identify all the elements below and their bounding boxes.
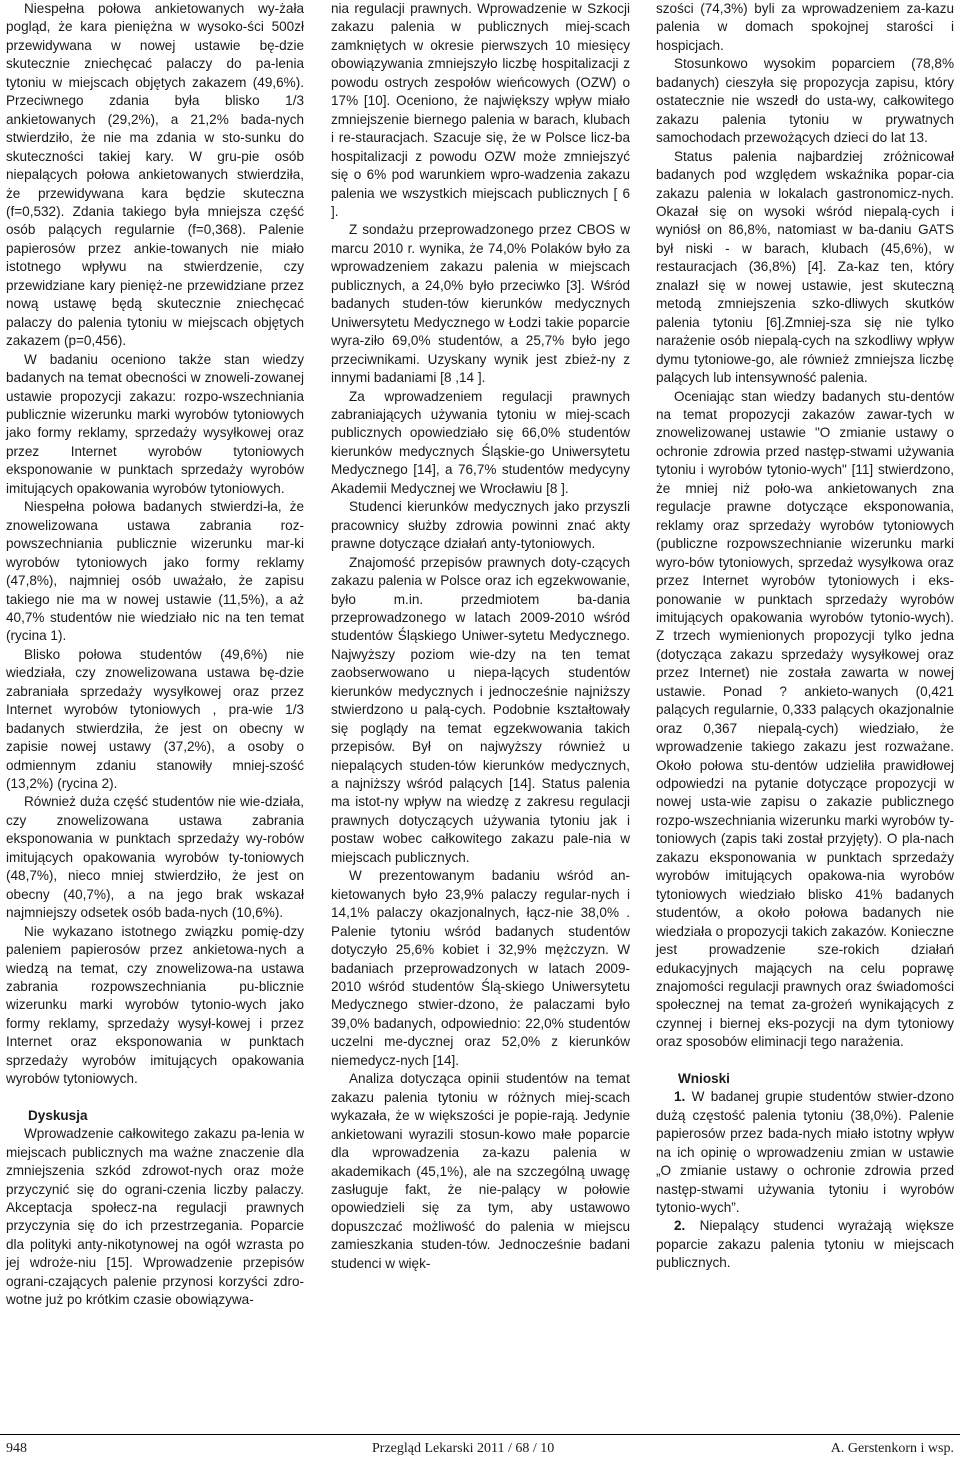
column-2 <box>331 0 630 1273</box>
paragraph: szości (74,3%) byli za wprowadzeniem za-kazu palenia w domach spokojnej starości i hospicjach. <box>656 1 954 53</box>
paragraph: Nie wykazano istotnego związku pomię-dzy paleniem papierosów przez ankietowa-nych a wiedzą na temat, czy znowelizowa-na ustawa zabrania rozpowszechniania pu-blicznie wizerunku marki wyrobów tytonio-wych jako formy reklamy, sprzedaży wysył-kowej i przez Internet oraz eksponowania w punktach sprzedaży wyrobów imitujących opakowania wyrobów tytoniowych. <box>6 923 304 1087</box>
journal-citation: Przegląd Lekarski 2011 / 68 / 10 <box>372 1441 555 1456</box>
paragraph: Niespełna połowa ankietowanych wy-żała pogląd, że kara pieniężna w wysoko-ści 500zł przewidywana w nowej ustawie bę-dzie skutecznie zniechęcać palaczy do pa-lenia tytoniu w miejscach objętych zakazem (49,6%). Przeciwnego zdania była blisko 1/3 ankietowanych (29,2%), a 21,2% bada-nych stwierdziło, że nie ma zdania w sto-sunku do skuteczności takiej kary. W gru-pie osób niepalących połowa ankietowanych stwierdziła, że przewidywana kara będzie skuteczna (f=0,532). Zdania takiego była mniejsza część osób palących regularnie (f=0,368). Palenie papierosów przez ankie-towanych nie miało istotnego wpływu na stwierdzenie, czy przewidziane kary pienięż-ne przewidziane przez nową ustawę będą skutecznie zniechęcać palaczy do palenia tytoniu w miejscach objętych zakazem (p=0,456). <box>6 1 304 349</box>
column-3 <box>656 0 954 1273</box>
paragraph: Stosunkowo wysokim poparciem (78,8% badanych) cieszyła się propozycja zapisu, który ostatecznie nie wszedł do usta-wy, całkowitego zakazu palenia tytoniu w prywatnych samochodach przewożących dzieci do lat 13. <box>656 56 954 146</box>
paragraph: Znajomość przepisów prawnych doty-czących zakazu palenia w Polsce oraz ich egzekwowanie, było m.in. przedmiotem ba-dania przeprowadzonego w latach 2009-2010 wśród studentów Śląskiego Uniwer-sytetu Medycznego. Najwyższy poziom wie-dzy na ten temat zaobserwowano u niepa-lących studentów kierunków medycznych i jednocześnie najniższy stwierdzono u palą-cych. Podobnie kształtowały się poglądy na temat egzekwowania takich przepisów. Był on najwyższy również u niepalących studen-tów kierunków medycznych, a najniższy wśród palących [14]. Status palenia ma istot-ny wpływ na wiedzę z zakresu regulacji prawnych dotyczących używania tytoniu jak i postaw wobec całkowitego zakazu pale-nia w miejscach publicznych. <box>331 554 630 865</box>
paragraph: W badaniu oceniono także stan wiedzy badanych na temat obecności w znoweli-zowanej ustawie propozycji zakazu: rozpo-wszechniania publicznie wizerunku marki wyrobów tytoniowych jako formy reklamy, sprzedaży wysyłkowej oraz przez Internet wyrobów tytoniowych eksponowanie w punktach sprzedaży wyrobów imitujących opakowania wyrobów tytoniowych. <box>6 351 304 496</box>
column-1 <box>6 0 304 1310</box>
conclusion-number: 1. <box>674 1089 686 1105</box>
running-author: A. Gerstenkorn i wsp. <box>830 1441 954 1456</box>
page-number: 948 <box>6 1441 27 1456</box>
paragraph: W prezentowanym badaniu wśród an-kietowanych było 23,9% palaczy regular-nych i 14,1% palaczy okazjonalnych, łącz-nie 38,0% . Palenie tytoniu wśród badanych studentów dotyczyło 25,6% kobiet i 32,9% mężczyzn. W badaniach przeprowadzonych w latach 2009-2010 wśród studentów Ślą-skiego Uniwersytetu Medycznego stwier-dzono, że palaczami było 39,0% badanych, odpowiednio: 22,0% studentów uczelni me-dycznej oraz 52,0% z kierunków niemedycz-nych [14]. <box>331 868 630 1068</box>
conclusion-text: W badanej grupie studentów stwier-dzono dużą częstość palenia tytoniu (38,0%). Palenie papierosów przez bada-nych miało istotny wpływ na ich opinię o wprowadzeniu zmian w ustawie „O zmianie ustawy o ochronie zdrowia przed następ-stwami używania tytoniu i wyrobów tytonio-wych”. <box>656 1089 954 1215</box>
paragraph: Również duża część studentów nie wie-działa, czy znowelizowana ustawa zabrania eksponowania w punktach sprzedaży wy-robów imitujących opakowania wyrobów ty-toniowych (48,7%), nieco mniej stwierdziło, że jest on obecny (40,7%), a na jego brak wskazał najmniejszy odsetek osób bada-nych (10,6%). <box>6 794 304 921</box>
paragraph: Status palenia najbardziej zróżnicował badanych pod względem wskaźnika popar-cia zakazu palenia w lokalach gastronomicz-nych. Okazał się on wysoki wśród niepalą-cych i wyniósł on 86,8%, natomiast w ba-daniu GATS był niski - w barach, klubach (45,6%), w restauracjach (36,8%) [4]. Za-kaz ten, który znalazł się w nowej ustawie, jest skuteczną metodą zmniejszenia szko-dliwych skutków palenia tytoniu [6].Zmniej-sza się nie tylko narażenie osób niepalą-cych na szkodliwy wpływ dymu tytoniowe-go, ale również zmniejsza liczbę palących lub intensywność palenia. <box>656 148 954 386</box>
paragraph: Blisko połowa studentów (49,6%) nie wiedziała, czy znowelizowana ustawa bę-dzie zabraniała sprzedaży wysyłkowej oraz przez Internet wyrobów tytoniowych , pra-wie 1/3 badanych stwierdziła, że jest on obecny w zapisie nowej ustawy (37,2%), a osoby o odmiennym zdaniu stanowiły mniej-szość (13,2%) (rycina 2). <box>6 646 304 792</box>
section-heading-dyskusja: Dyskusja <box>28 1107 88 1123</box>
paragraph: nia regulacji prawnych. Wprowadzenie w Szkocji zakazu palenia w publicznych miej-scach zamkniętych w okresie pierwszych 10 miesięcy obowiązywania zmniejszyło liczbę hospitalizacji z powodu ostrych zespołów wieńcowych (OZW) o 17% [10]. Oceniono, że największy wpływ miało zmniejszenie biernego palenia w barach, klubach i re-stauracjach. Szacuje się, że w Polsce licz-ba hospitalizacji z powodu OZW może zmniejszyć się o 6% pod warunkiem wpro-wadzenia zakazu palenia we wszystkich miejscach publicznych [ 6 ]. <box>331 1 630 219</box>
paragraph: Studenci kierunków medycznych jako przyszli pracownicy służby zdrowia powinni znać akty prawne dotyczące działań anty-tytoniowych. <box>331 499 630 552</box>
paragraph: Wprowadzenie całkowitego zakazu pa-lenia w miejscach publicznych ma ważne znaczenie dla zmniejszenia szkód zdrowot-nych oraz może przyczynić się do ograni-czenia liczby palaczy. Akceptacja społecz-na regulacji prawnych przyczynia się do ich przestrzegania. Poparcie dla polityki anty-nikotynowej na ogół wzrasta po jej wdroże-niu [15]. Wprowadzenie przepisów ograni-czających palenie przynosi korzyści zdro-wotne już po krótkim czasie obowiązywa- <box>6 1126 304 1308</box>
conclusion-item <box>656 1088 954 1217</box>
section-heading-wnioski: Wnioski <box>678 1070 730 1086</box>
paragraph: Analiza dotycząca opinii studentów na temat zakazu palenia tytoniu w różnych miej-scach wykazała, że w większości je popie-rają. Jedynie ankietowani wyrazili stosun-kowo małe poparcie dla wprowadzenia za-kazu palenia w akademikach (45,1%), ale na szczególną uwagę zasługuje fakt, że nie-palący w połowie opowiedzieli się za tym, aby ustawowo dopuszczać możliwość do palenia w miejscu zamieszkania studen-tów. Jednocześnie badani studenci w więk- <box>331 1071 630 1271</box>
page-footer <box>0 1441 960 1461</box>
paragraph: Niespełna połowa badanych stwierdzi-ła, że znowelizowana ustawa zabrania roz-powszechniania publicznie wizerunku mar-ki wyrobów tytoniowych jako formy reklamy (47,8%), najmniej osób uważało, że zapisu takiego nie ma w nowej ustawie (11,5%), a aż 40,7% studentów nie wiedziało nic na ten temat (rycina 1). <box>6 499 304 644</box>
paragraph: Za wprowadzeniem regulacji prawnych zabraniających używania tytoniu w miej-scach publicznych opowiedziało się 66,0% studentów kierunków medycznych Śląskie-go Uniwersytetu Medycznego [14], a 76,7% studentów medycyny Akademii Medycznej we Wrocławiu [8 ]. <box>331 388 630 496</box>
conclusion-number: 2. <box>674 1218 686 1234</box>
conclusion-item <box>656 1217 954 1272</box>
footer-divider <box>0 1434 960 1435</box>
conclusion-text: Niepalący studenci wyrażają większe poparcie zakazu palenia tytoniu w miejscach publicznych. <box>656 1218 954 1271</box>
paragraph: Oceniając stan wiedzy badanych stu-dentów na temat propozycji zakazów zawar-tych w znowelizowanej ustawie "O zmianie ustawy o ochronie zdrowia przed następ-stwami używania tytoniu i wyrobów tytonio-wych" [11] stwierdzono, że mniej niż poło-wa ankietowanych zna regulacje prawne dotyczące eksponowania, reklamy oraz sprzedaży wyrobów tytoniowych (publiczne rozpowszechnianie wizerunku marki wyro-bów tytoniowych, sprzedaż wysyłkowa oraz przez Internet wyrobów tytoniowych i eks-ponowanie w punktach sprzedaży wyrobów imitujących opakowania wyrobów tytonio-wych). Z trzech wymienionych propozycji tylko jedna (dotycząca zakazu sprzedaży wysyłkowej oraz przez Internet) nie została zawarta w nowej ustawie. Ponad ? ankieto-wanych (0,421 palących regularnie, 0,333 palących okazjonalnie oraz 0,367 niepalą-cych) wiedziało, że wprowadzenie takiego zakazu jest rozważane. Około połowa stu-dentów udzieliła prawidłowej odpowiedzi na pytanie dotyczące propozycji w nowej usta-wie zapisu o zakazie publicznego rozpo-wszechniania wizerunku marki wyrobów ty-toniowych (zapis taki został przyjęty). O pla-nach zakazu eksponowania w punktach sprzedaży wyrobów imitujących opakowa-nia wyrobów tytoniowych wiedziało blisko 41% badanych studentów, a około połowa badanych nie wiedziała o propozycji takich zakazów. Konieczne jest prowadzenie sze-rokich działań edukacyjnych mających na celu poprawę znajomości regulacji prawnych oraz świadomości społecznej na temat za-grożeń wynikających z czynnej i biernej eks-pozycji na dym tytoniowy oraz sposobów eliminacji tego narażenia. <box>656 388 954 1050</box>
paragraph: Z sondażu przeprowadzonego przez CBOS w marcu 2010 r. wynika, że 74,0% Polaków było za wprowadzeniem zakazu palenia w miejscach publicznych, a 24,0% było przeciwko [3]. Wśród badanych studen-tów kierunków medycznych Uniwersytetu Medycznego w Łodzi takie poparcie wyra-ziło 69,0% studentów, a 25,7% było jego przeciwnikami. Uzyskany wynik jest zbież-ny z innymi badaniami [8 ,14 ]. <box>331 222 630 386</box>
